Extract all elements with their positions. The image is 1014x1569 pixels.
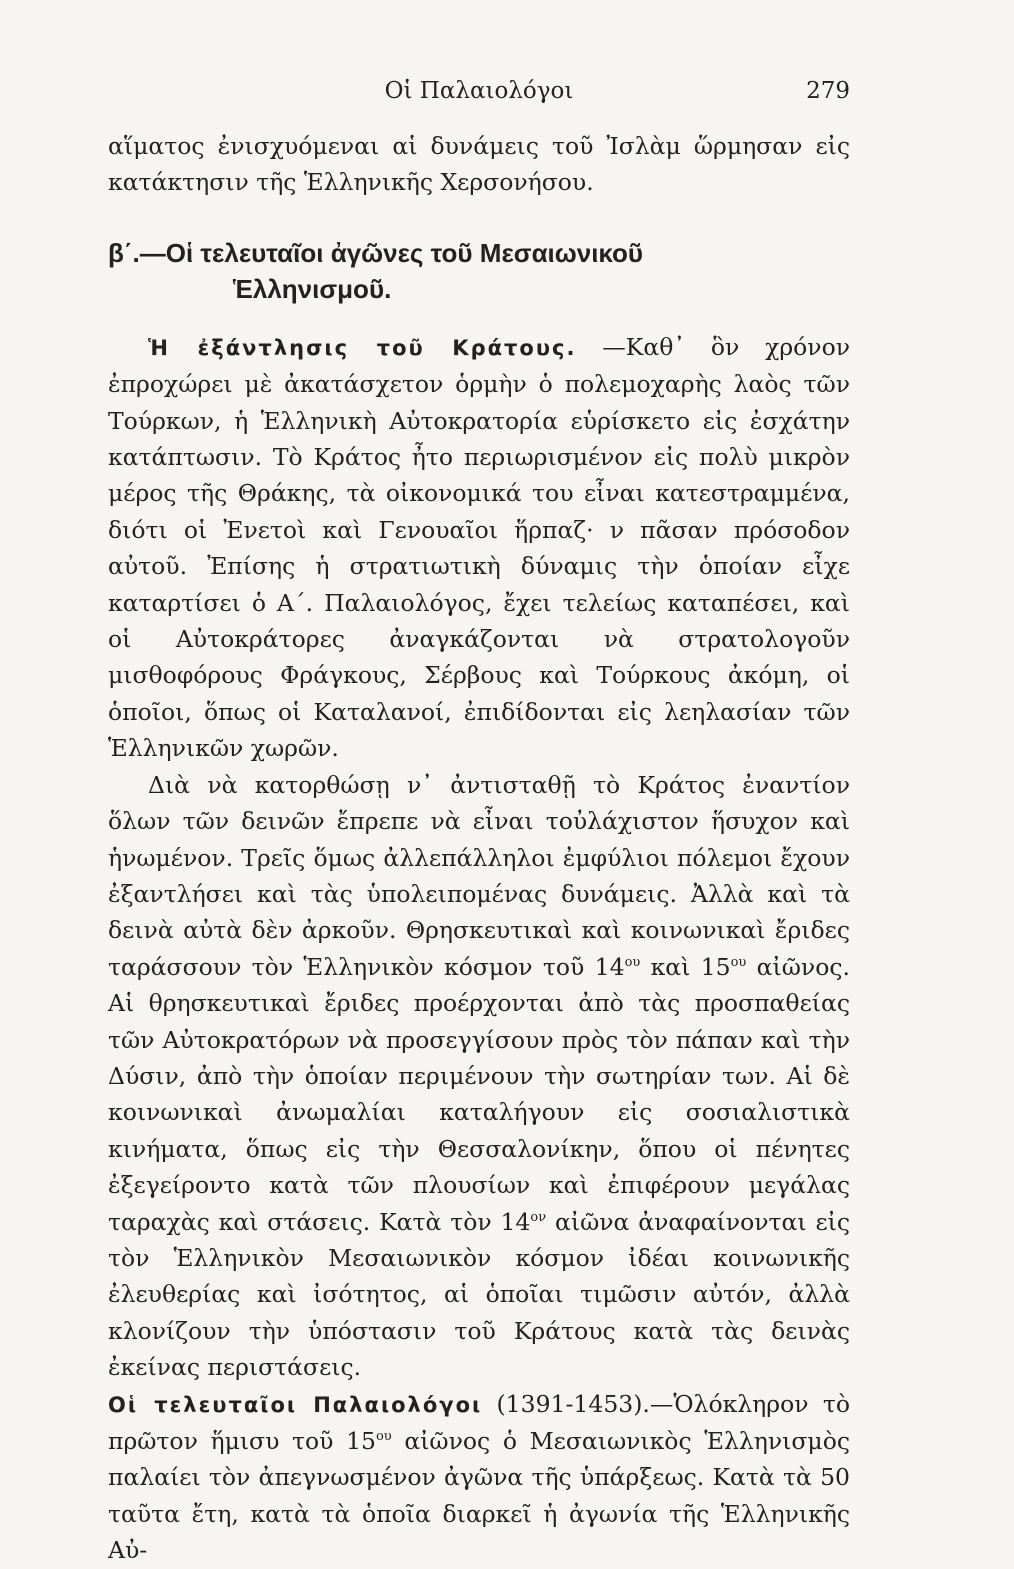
section-heading (108, 235, 850, 307)
paragraph-text: (1391-1453).—Ὁλόκληρον τὸ πρῶτον ἥμισυ τοῦ 15 (108, 1389, 850, 1455)
paragraph-last-palaiologoi (108, 1386, 850, 1569)
superscript: ον (530, 1209, 547, 1225)
runin-heading-last-palaiologoi: Οἱ τελευταῖοι Παλαιολόγοι (108, 1392, 483, 1417)
paragraph-continuation: αἵματος ἐνισχυόμεναι αἱ δυνάμεις τοῦ Ἰσλὰμ ὥρμησαν εἰς κατάκτησιν τῆς Ἑλληνικῆς Χερσονήσου. (108, 132, 850, 197)
paragraph-text: Διὰ νὰ κατορθώσῃ ν᾽ ἀντισταθῇ τὸ Κράτος ἐναντίον ὅλων τῶν δεινῶν ἔπρεπε νὰ εἶναι τοὐλάχιστον ἥσυχον καὶ ἡνωμένον. Τρεῖς ὅμως ἀλλεπάλληλοι ἐμφύλιοι πόλεμοι ἔχουν ἐξαντλήσει καὶ τὰς ὑπολειπομένας δυνάμεις. Ἀλλὰ καὶ τὰ δεινὰ αὐτὰ δὲν ἀρκοῦν. Θρησκευτικαὶ καὶ κοινωνικαὶ ἔριδες ταράσσουν τὸν Ἑλληνικὸν κόσμον τοῦ 14 (108, 770, 850, 981)
running-title: Οἱ Παλαιολόγοι (384, 78, 574, 104)
paragraph-exhaustion (108, 329, 850, 767)
runin-heading-exhaustion: Ἡ ἐξάντλησις τοῦ Κράτους. (148, 335, 577, 360)
page-number: 279 (806, 78, 850, 104)
paragraph-text: αἰῶνος. Αἱ θρησκευτικαὶ ἔριδες προέρχονται ἀπὸ τὰς προσπαθείας τῶν Αὐτοκρατόρων νὰ προσεγγίσουν πρὸς τὸν πάπαν καὶ τὴν Δύσιν, ἀπὸ τὴν ὁποίαν περιμένουν τὴν σωτηρίαν των. Αἱ δὲ κοινωνικαὶ ἀνωμαλίαι καταλήγουν εἰς σοσιαλιστικὰ κινήματα, ὅπως εἰς τὴν Θεσσαλονίκην, ὅπου οἱ πένητες ἐξεγείροντο κατὰ τῶν πλουσίων καὶ ἐπιφέρουν μεγάλας ταραχὰς καὶ στάσεις. Κατὰ τὸν 14 (108, 952, 850, 1236)
body-text (108, 128, 850, 1569)
paragraph-text: αἰῶνα ἀναφαίνονται εἰς τὸν Ἑλληνικὸν Μεσαιωνικὸν κόσμον ἰδέαι κοινωνικῆς ἐλευθερίας καὶ ἰσότητος, αἱ ὁποῖαι τιμῶσιν αὐτόν, ἀλλὰ κλονίζουν τὴν ὑπόστασιν τοῦ Κράτους κατὰ τὰς δεινὰς ἐκείνας περιστάσεις. (108, 1207, 850, 1382)
superscript: ου (624, 954, 641, 970)
superscript: ου (375, 1429, 392, 1445)
paragraph-text: αἰῶνος ὁ Μεσαιωνικὸς Ἑλληνισμὸς παλαίει τὸν ἀπεγνωσμένον ἀγῶνα τῆς ὑπάρξεως. Κατὰ τὰ 50 ταῦτα ἔτη, κατὰ τὰ ὁποῖα διαρκεῖ ἡ ἀγωνία τῆς Ἑλληνικῆς Αὐ- (108, 1427, 851, 1565)
running-header (108, 74, 850, 110)
section-heading-line2: Ἑλληνισμοῦ. (233, 273, 392, 304)
paragraph-divisions (108, 767, 850, 1386)
paragraph-text: καὶ 15 (640, 952, 731, 981)
paragraph-text: —Καθ᾽ ὃν χρόνον ἐπροχώρει μὲ ἀκατάσχετον ὁρμὴν ὁ πολεμοχαρὴς λαὸς τῶν Τούρκων, ἡ Ἑλληνικὴ Αὐτοκρατορία εὑρίσκετο εἰς ἐσχάτην κατάπτωσιν. Τὸ Κράτος ἦτο περιωρισμένον εἰς πολὺ μικρὸν μέρος τῆς Θράκης, τὰ οἰκονομικά του εἶναι κατεστραμμένα, διότι οἱ Ἐνετοὶ καὶ Γενουαῖοι ἥρπαζ· ν πᾶσαν πρόσοδον αὐτοῦ. Ἐπίσης ἡ στρατιωτικὴ δύναμις τὴν ὁποίαν εἶχε καταρτίσει ὁ Α΄. Παλαιολόγος, ἔχει τελείως καταπέσει, καὶ οἱ Αὐτοκράτορες ἀναγκάζονται νὰ στρατολογοῦν μισθοφόρους Φράγκους, Σέρβους καὶ Τούρκους ἀκόμη, οἱ ὁποῖοι, ὅπως οἱ Καταλανοί, ἐπιδίδονται εἰς λεηλασίαν τῶν Ἑλληνικῶν χωρῶν. (108, 332, 851, 763)
superscript: ου (730, 954, 747, 970)
section-heading-line1: β΄.—Οἱ τελευταῖοι ἀγῶνες τοῦ Μεσαιωνικοῦ (108, 237, 644, 268)
